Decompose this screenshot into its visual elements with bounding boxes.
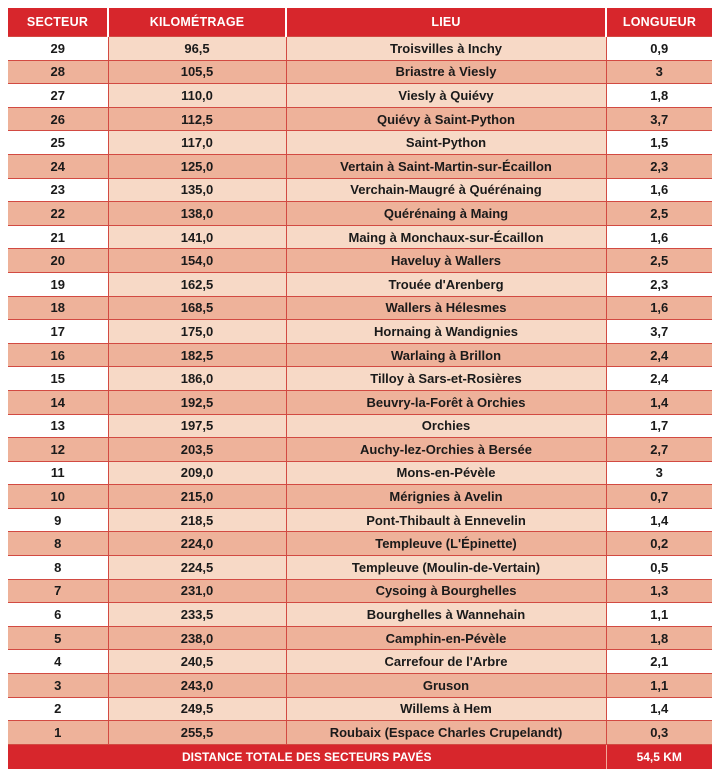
table-row bbox=[8, 650, 712, 674]
cell-lieu: Quiévy à Saint-Python bbox=[286, 107, 606, 131]
cell-longueur: 2,7 bbox=[606, 438, 712, 462]
cell-lieu: Vertain à Saint-Martin-sur-Écaillon bbox=[286, 154, 606, 178]
table-row bbox=[8, 272, 712, 296]
cell-kilometrage: 168,5 bbox=[108, 296, 286, 320]
cell-lieu: Willems à Hem bbox=[286, 697, 606, 721]
cell-secteur: 19 bbox=[8, 272, 108, 296]
cell-kilometrage: 218,5 bbox=[108, 508, 286, 532]
cell-secteur: 1 bbox=[8, 721, 108, 745]
cell-lieu: Briastre à Viesly bbox=[286, 60, 606, 84]
cell-secteur: 8 bbox=[8, 532, 108, 556]
table-row bbox=[8, 532, 712, 556]
table-row bbox=[8, 202, 712, 226]
cell-secteur: 4 bbox=[8, 650, 108, 674]
table-row bbox=[8, 343, 712, 367]
cell-secteur: 15 bbox=[8, 367, 108, 391]
cell-longueur: 1,5 bbox=[606, 131, 712, 155]
cell-longueur: 2,4 bbox=[606, 343, 712, 367]
table-row bbox=[8, 249, 712, 273]
cell-kilometrage: 224,0 bbox=[108, 532, 286, 556]
cell-kilometrage: 162,5 bbox=[108, 272, 286, 296]
cell-secteur: 29 bbox=[8, 37, 108, 61]
cell-kilometrage: 138,0 bbox=[108, 202, 286, 226]
cell-secteur: 18 bbox=[8, 296, 108, 320]
cell-secteur: 17 bbox=[8, 320, 108, 344]
cell-kilometrage: 197,5 bbox=[108, 414, 286, 438]
cell-secteur: 13 bbox=[8, 414, 108, 438]
cell-secteur: 23 bbox=[8, 178, 108, 202]
table-row bbox=[8, 485, 712, 509]
cell-secteur: 24 bbox=[8, 154, 108, 178]
table-row bbox=[8, 320, 712, 344]
cell-kilometrage: 175,0 bbox=[108, 320, 286, 344]
cell-longueur: 1,1 bbox=[606, 674, 712, 698]
table-row bbox=[8, 60, 712, 84]
table-row bbox=[8, 390, 712, 414]
cell-lieu: Camphin-en-Pévèle bbox=[286, 626, 606, 650]
table-row bbox=[8, 154, 712, 178]
cell-longueur: 0,2 bbox=[606, 532, 712, 556]
cell-secteur: 5 bbox=[8, 626, 108, 650]
cell-longueur: 0,9 bbox=[606, 37, 712, 61]
header-lieu: LIEU bbox=[286, 8, 606, 37]
cell-kilometrage: 192,5 bbox=[108, 390, 286, 414]
cell-secteur: 22 bbox=[8, 202, 108, 226]
cell-secteur: 6 bbox=[8, 603, 108, 627]
cell-longueur: 2,5 bbox=[606, 202, 712, 226]
cell-lieu: Roubaix (Espace Charles Crupelandt) bbox=[286, 721, 606, 745]
cell-lieu: Wallers à Hélesmes bbox=[286, 296, 606, 320]
cell-longueur: 1,4 bbox=[606, 508, 712, 532]
cell-longueur: 0,5 bbox=[606, 556, 712, 580]
table-row bbox=[8, 367, 712, 391]
cell-lieu: Pont-Thibault à Ennevelin bbox=[286, 508, 606, 532]
cell-lieu: Saint-Python bbox=[286, 131, 606, 155]
cell-longueur: 1,7 bbox=[606, 414, 712, 438]
cell-secteur: 2 bbox=[8, 697, 108, 721]
table-row bbox=[8, 296, 712, 320]
cell-longueur: 1,6 bbox=[606, 296, 712, 320]
cell-kilometrage: 186,0 bbox=[108, 367, 286, 391]
table-row bbox=[8, 674, 712, 698]
cell-lieu: Trouée d'Arenberg bbox=[286, 272, 606, 296]
cell-lieu: Troisvilles à Inchy bbox=[286, 37, 606, 61]
cell-kilometrage: 243,0 bbox=[108, 674, 286, 698]
cell-longueur: 1,8 bbox=[606, 626, 712, 650]
cell-kilometrage: 117,0 bbox=[108, 131, 286, 155]
cell-longueur: 2,3 bbox=[606, 272, 712, 296]
cell-lieu: Quérénaing à Maing bbox=[286, 202, 606, 226]
table-row bbox=[8, 508, 712, 532]
cell-kilometrage: 224,5 bbox=[108, 556, 286, 580]
footer-row bbox=[8, 744, 712, 769]
cell-secteur: 26 bbox=[8, 107, 108, 131]
cell-secteur: 14 bbox=[8, 390, 108, 414]
cell-lieu: Verchain-Maugré à Quérénaing bbox=[286, 178, 606, 202]
cell-lieu: Orchies bbox=[286, 414, 606, 438]
table-row bbox=[8, 225, 712, 249]
cell-longueur: 1,1 bbox=[606, 603, 712, 627]
table-body bbox=[8, 37, 712, 745]
cell-kilometrage: 240,5 bbox=[108, 650, 286, 674]
cell-kilometrage: 231,0 bbox=[108, 579, 286, 603]
cell-secteur: 21 bbox=[8, 225, 108, 249]
cell-lieu: Warlaing à Brillon bbox=[286, 343, 606, 367]
cell-lieu: Templeuve (Moulin-de-Vertain) bbox=[286, 556, 606, 580]
cell-kilometrage: 182,5 bbox=[108, 343, 286, 367]
cell-lieu: Templeuve (L'Épinette) bbox=[286, 532, 606, 556]
cell-secteur: 25 bbox=[8, 131, 108, 155]
cell-kilometrage: 233,5 bbox=[108, 603, 286, 627]
header-kilometrage: KILOMÉTRAGE bbox=[108, 8, 286, 37]
table-row bbox=[8, 438, 712, 462]
table-row bbox=[8, 178, 712, 202]
cell-kilometrage: 125,0 bbox=[108, 154, 286, 178]
cell-longueur: 2,3 bbox=[606, 154, 712, 178]
cell-kilometrage: 203,5 bbox=[108, 438, 286, 462]
cell-secteur: 10 bbox=[8, 485, 108, 509]
cell-lieu: Auchy-lez-Orchies à Bersée bbox=[286, 438, 606, 462]
cell-lieu: Bourghelles à Wannehain bbox=[286, 603, 606, 627]
cell-longueur: 3 bbox=[606, 461, 712, 485]
cell-lieu: Haveluy à Wallers bbox=[286, 249, 606, 273]
table-row bbox=[8, 414, 712, 438]
cell-secteur: 12 bbox=[8, 438, 108, 462]
header-longueur: LONGUEUR bbox=[606, 8, 712, 37]
table-row bbox=[8, 579, 712, 603]
table-row bbox=[8, 626, 712, 650]
cell-kilometrage: 112,5 bbox=[108, 107, 286, 131]
table-row bbox=[8, 721, 712, 745]
cell-longueur: 3,7 bbox=[606, 107, 712, 131]
cell-kilometrage: 141,0 bbox=[108, 225, 286, 249]
cell-lieu: Cysoing à Bourghelles bbox=[286, 579, 606, 603]
cell-kilometrage: 255,5 bbox=[108, 721, 286, 745]
cell-lieu: Gruson bbox=[286, 674, 606, 698]
cell-longueur: 0,3 bbox=[606, 721, 712, 745]
cell-longueur: 1,3 bbox=[606, 579, 712, 603]
cell-kilometrage: 96,5 bbox=[108, 37, 286, 61]
cell-secteur: 9 bbox=[8, 508, 108, 532]
cell-kilometrage: 209,0 bbox=[108, 461, 286, 485]
cell-longueur: 2,5 bbox=[606, 249, 712, 273]
total-label: DISTANCE TOTALE DES SECTEURS PAVÉS bbox=[8, 744, 606, 769]
table-row bbox=[8, 603, 712, 627]
cell-kilometrage: 110,0 bbox=[108, 84, 286, 108]
table-container bbox=[8, 8, 712, 769]
cell-secteur: 8 bbox=[8, 556, 108, 580]
cell-secteur: 3 bbox=[8, 674, 108, 698]
table-row bbox=[8, 556, 712, 580]
cell-kilometrage: 105,5 bbox=[108, 60, 286, 84]
table-row bbox=[8, 131, 712, 155]
cell-secteur: 7 bbox=[8, 579, 108, 603]
cell-secteur: 16 bbox=[8, 343, 108, 367]
cell-lieu: Maing à Monchaux-sur-Écaillon bbox=[286, 225, 606, 249]
cell-kilometrage: 238,0 bbox=[108, 626, 286, 650]
cell-longueur: 1,6 bbox=[606, 225, 712, 249]
table-row bbox=[8, 107, 712, 131]
cell-secteur: 20 bbox=[8, 249, 108, 273]
cell-longueur: 2,1 bbox=[606, 650, 712, 674]
header-secteur: SECTEUR bbox=[8, 8, 108, 37]
table-row bbox=[8, 37, 712, 61]
cell-lieu: Hornaing à Wandignies bbox=[286, 320, 606, 344]
cell-kilometrage: 154,0 bbox=[108, 249, 286, 273]
cell-lieu: Viesly à Quiévy bbox=[286, 84, 606, 108]
cell-lieu: Mérignies à Avelin bbox=[286, 485, 606, 509]
cell-longueur: 0,7 bbox=[606, 485, 712, 509]
table-row bbox=[8, 697, 712, 721]
cell-lieu: Tilloy à Sars-et-Rosières bbox=[286, 367, 606, 391]
cell-lieu: Carrefour de l'Arbre bbox=[286, 650, 606, 674]
cell-longueur: 2,4 bbox=[606, 367, 712, 391]
table-row bbox=[8, 461, 712, 485]
cell-longueur: 1,8 bbox=[606, 84, 712, 108]
cell-secteur: 27 bbox=[8, 84, 108, 108]
cell-lieu: Mons-en-Pévèle bbox=[286, 461, 606, 485]
cell-secteur: 11 bbox=[8, 461, 108, 485]
cell-kilometrage: 135,0 bbox=[108, 178, 286, 202]
cell-kilometrage: 215,0 bbox=[108, 485, 286, 509]
cell-longueur: 1,6 bbox=[606, 178, 712, 202]
cell-longueur: 1,4 bbox=[606, 697, 712, 721]
total-value: 54,5 KM bbox=[606, 744, 712, 769]
cell-secteur: 28 bbox=[8, 60, 108, 84]
cell-kilometrage: 249,5 bbox=[108, 697, 286, 721]
table-row bbox=[8, 84, 712, 108]
cell-longueur: 1,4 bbox=[606, 390, 712, 414]
cell-longueur: 3 bbox=[606, 60, 712, 84]
cell-longueur: 3,7 bbox=[606, 320, 712, 344]
cell-lieu: Beuvry-la-Forêt à Orchies bbox=[286, 390, 606, 414]
header-row bbox=[8, 8, 712, 37]
sectors-table bbox=[8, 8, 712, 769]
